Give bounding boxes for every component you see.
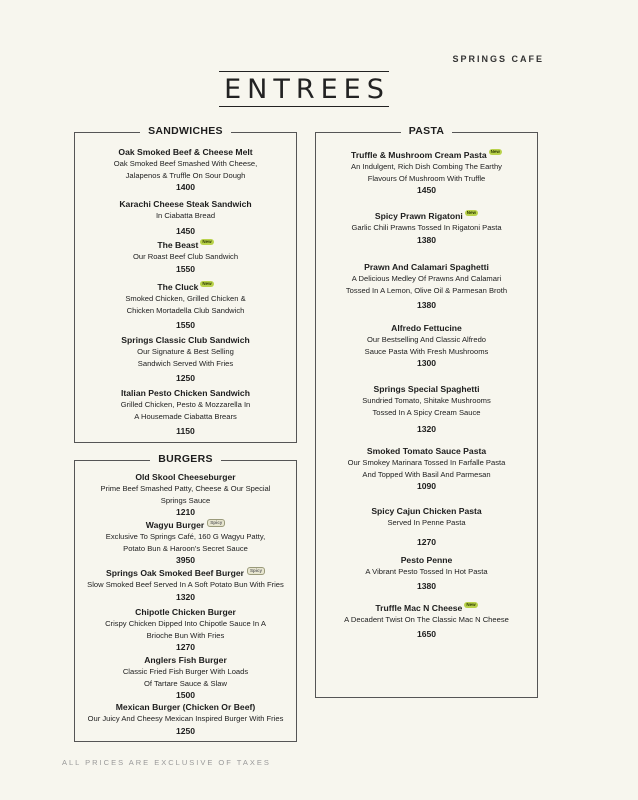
item-name: Old Skool Cheeseburger [135,472,236,482]
item-description: Garlic Chili Prawns Tossed In Rigatoni Pasta [351,223,502,232]
item-description: A Decadent Twist On The Classic Mac N Cheese [344,615,509,624]
item-name: Alfredo Fettucine [391,323,462,333]
menu-item [316,445,537,492]
item-price: 1210 [175,507,196,517]
item-description: Our Roast Beef Club Sandwich [132,252,239,261]
item-description: Springs Sauce [160,495,211,505]
item-description: Potato Bun & Haroon's Secret Sauce [123,543,248,553]
burgers-heading: BURGERS [150,453,221,465]
item-price: 1150 [176,426,195,436]
item-description: A Vibrant Pesto Tossed In Hot Pasta [365,567,488,576]
item-price: 1300 [416,358,437,368]
item-description: In Ciabatta Bread [155,211,216,220]
menu-item [316,210,537,246]
menu-item [75,334,296,384]
menu-item [75,606,296,653]
menu-item [75,387,296,437]
menu-item [316,602,537,640]
item-description: Flavours Of Mushroom With Truffle [367,173,486,183]
item-description: Tossed In A Spicy Cream Sauce [372,407,481,417]
pasta-section [315,125,538,698]
item-price: 1550 [175,320,196,330]
item-name: Karachi Cheese Steak Sandwich [119,199,252,209]
page-title-frame [219,71,389,107]
item-description: Prime Beef Smashed Patty, Cheese & Our Special [100,484,271,493]
menu-item [316,149,537,196]
burgers-section [74,453,297,742]
pasta-heading: PASTA [401,125,453,137]
item-price: 1400 [175,182,196,192]
menu-item [316,554,537,592]
menu-item [316,322,537,369]
item-description: Oak Smoked Beef Smashed With Cheese, [113,159,258,168]
item-description: Sandwich Served With Fries [137,358,234,368]
chef-special-badge: Spicy [207,519,225,527]
new-badge: New [202,239,212,244]
menu-item [75,146,296,193]
menu-item [75,198,296,237]
item-name: Smoked Tomato Sauce Pasta [366,446,487,456]
item-description: And Topped With Basil And Parmesan [362,469,491,479]
item-name: Pesto Penne [400,555,453,565]
item-description: Slow Smoked Beef Served In A Soft Potato Bun With Fries [87,580,284,589]
item-price: 1450 [416,185,437,195]
item-price: 1500 [175,690,196,700]
menu-item [316,261,537,311]
item-description: Brioche Bun With Fries [146,630,225,640]
item-name: Springs Classic Club Sandwich [121,335,250,345]
item-description: Jalapenos & Truffle On Sour Dough [125,170,246,180]
menu-item [75,567,296,603]
item-description: A Housemade Ciabatta Brears [134,411,237,421]
item-price: 1550 [175,263,196,274]
item-description: Sundried Tomato, Shitake Mushrooms [362,396,491,405]
item-name: Springs Oak Smoked Beef Burger [105,568,244,578]
item-price: 1320 [175,591,196,602]
sandwiches-heading: SANDWICHES [140,125,231,137]
item-price: 1380 [416,300,437,310]
menu-item [75,519,296,566]
item-description: Of Tartare Sauce & Slaw [143,678,227,688]
item-description: Tossed In A Lemon, Olive Oil & Parmesan Broth [345,285,508,295]
item-price: 3950 [175,555,196,565]
item-name: Spicy Cajun Chicken Pasta [371,506,482,516]
item-name: Wagyu Burger [145,520,205,530]
item-description: Sauce Pasta With Fresh Mushrooms [364,346,489,356]
tax-disclaimer: ALL PRICES ARE EXCLUSIVE OF TAXES [62,758,271,767]
new-badge: New [202,281,212,286]
item-description: Classic Fried Fish Burger With Loads [122,667,249,676]
new-badge: New [490,149,500,154]
item-description: Exclusive To Springs Café, 160 G Wagyu Patty, [105,532,266,541]
item-name: Oak Smoked Beef & Cheese Melt [118,147,253,157]
item-description: Our Smokey Marinara Tossed In Farfalle Pasta [347,458,506,467]
item-price: 1270 [416,536,437,547]
item-description: Grilled Chicken, Pesto & Mozzarella In [120,400,251,409]
menu-item [316,383,537,435]
item-price: 1320 [416,424,437,434]
chef-special-badge: Spicy [247,567,265,575]
item-name: Anglers Fish Burger [144,655,227,665]
menu-item [75,701,296,737]
item-description: A Delicious Medley Of Prawns And Calamari [351,274,502,283]
item-price: 1380 [416,234,437,245]
item-price: 1650 [416,628,437,639]
menu-item [316,505,537,548]
sandwiches-section [74,125,297,443]
item-name: Springs Special Spaghetti [373,384,480,394]
item-name: The Cluck [157,282,199,292]
item-name: Truffle & Mushroom Cream Pasta [351,150,487,160]
new-badge: New [466,602,476,607]
item-description: Served In Penne Pasta [387,518,466,527]
item-price: 1450 [175,225,196,236]
item-description: Our Juicy And Cheesy Mexican Inspired Burger With Fries [87,714,284,723]
menu-item [75,654,296,701]
brand-name: SPRINGS CAFE [452,54,544,64]
item-description: Chicken Mortadella Club Sandwich [126,305,245,315]
item-price: 1380 [416,580,437,591]
page-title: ENTREES [224,73,390,105]
item-description: Our Signature & Best Selling [137,347,234,356]
item-description: Our Bestselling And Classic Alfredo [366,335,487,344]
item-name: Truffle Mac N Cheese [375,603,463,613]
item-price: 1270 [175,642,196,652]
item-price: 1250 [175,725,196,736]
item-name: Prawn And Calamari Spaghetti [364,262,489,272]
item-name: Spicy Prawn Rigatoni [374,211,463,221]
item-name: Mexican Burger (Chicken Or Beef) [115,702,256,712]
menu-item [75,471,296,518]
item-name: Italian Pesto Chicken Sandwich [121,388,250,398]
item-price: 1250 [175,373,196,383]
item-description: Smoked Chicken, Grilled Chicken & [125,294,246,303]
item-description: An Indulgent, Rich Dish Combing The Earthy [351,162,502,171]
item-description: Crispy Chicken Dipped Into Chipotle Sauce In A [105,619,266,628]
item-name: Chipotle Chicken Burger [135,607,236,617]
item-name: The Beast [157,240,199,250]
item-price: 1090 [416,481,437,491]
menu-item [75,281,296,331]
menu-item [75,239,296,275]
new-badge: New [466,210,477,215]
